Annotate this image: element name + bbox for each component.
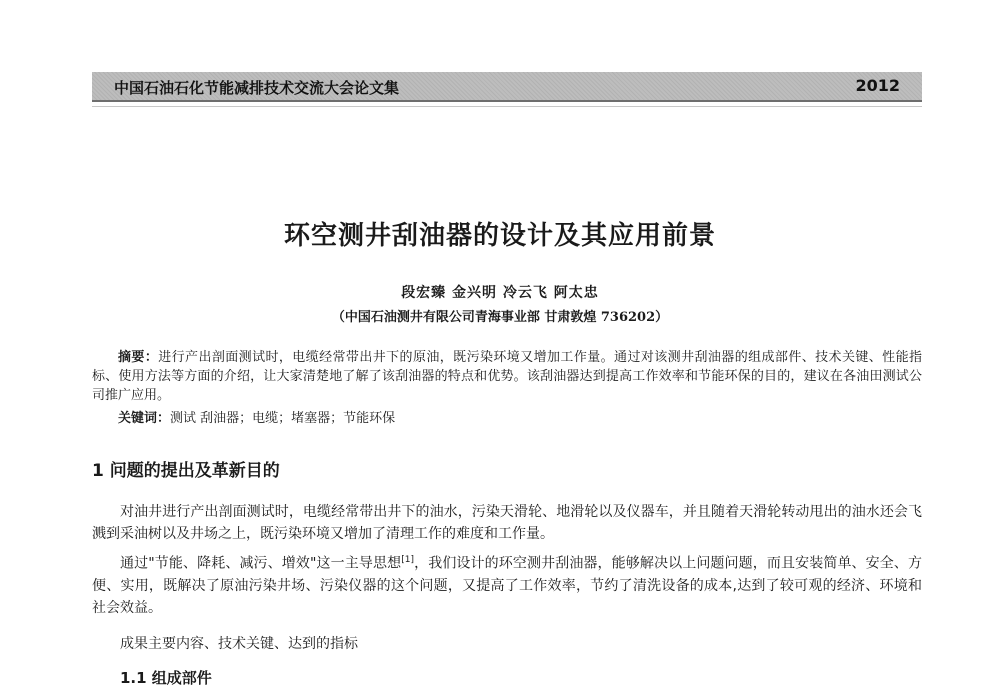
section-heading: 1 问题的提出及革新目的 bbox=[92, 461, 280, 481]
citation-ref: [1] bbox=[401, 555, 414, 565]
keywords-text: 测试 刮油器；电缆；堵塞器；节能环保 bbox=[170, 411, 396, 426]
abstract-label: 摘要： bbox=[118, 350, 159, 365]
body-line-3: 成果主要内容、技术关键、达到的指标 bbox=[120, 636, 358, 652]
keywords-label: 关键词： bbox=[118, 411, 171, 426]
abstract-text: 进行产出剖面测试时，电缆经常带出井下的原油，既污染环境又增加工作量。通过对该测井刮油器的组成部件、技术关键、性能指标、使用方法等方面的介绍，让大家清楚地了解了该刮油器的特点和优势。该刮油器达到提高工作效率和节能环保的目的，建议在各油田测试公司推广应用。 bbox=[92, 350, 922, 403]
paragraph-2-after-ref: ，我们设计的环空测井刮油器，能够解决以上问题问题，而且安装简单、安全、方便、实用，既解决了原油污染井场、污染仪器的这个问题，又提高了工作效率，节约了清洗设备的成本,达到了较可观的经济、环境和社会效益。 bbox=[92, 555, 922, 616]
paper-title: 环空测井刮油器的设计及其应用前景 bbox=[283, 221, 716, 251]
subsection-heading: 1.1 组成部件 bbox=[120, 669, 212, 687]
body-paragraph-1: 对油井进行产出剖面测试时，电缆经常带出井下的油水，污染天滑轮、地滑轮以及仪器车，并且随着天滑轮转动甩出的油水还会飞溅到采油树以及井场之上，既污染环境又增加了清理工作的难度和工作量。 bbox=[92, 504, 922, 542]
journal-title: 中国石油石化节能减排技术交流大会论文集 bbox=[114, 79, 400, 97]
header-divider bbox=[92, 106, 922, 107]
journal-year: 2012 bbox=[855, 76, 900, 95]
paper-affiliation: （中国石油测井有限公司青海事业部 甘肃敦煌 736202） bbox=[331, 310, 669, 325]
paragraph-2-before-ref: 通过"节能、降耗、减污、增效"这一主导思想 bbox=[120, 555, 402, 572]
journal-header-bar bbox=[92, 72, 922, 102]
paper-authors: 段宏臻 金兴明 冷云飞 阿太忠 bbox=[401, 285, 599, 301]
abstract-paragraph bbox=[92, 348, 922, 405]
keywords-line bbox=[118, 407, 395, 426]
body-paragraph-2 bbox=[92, 549, 922, 619]
